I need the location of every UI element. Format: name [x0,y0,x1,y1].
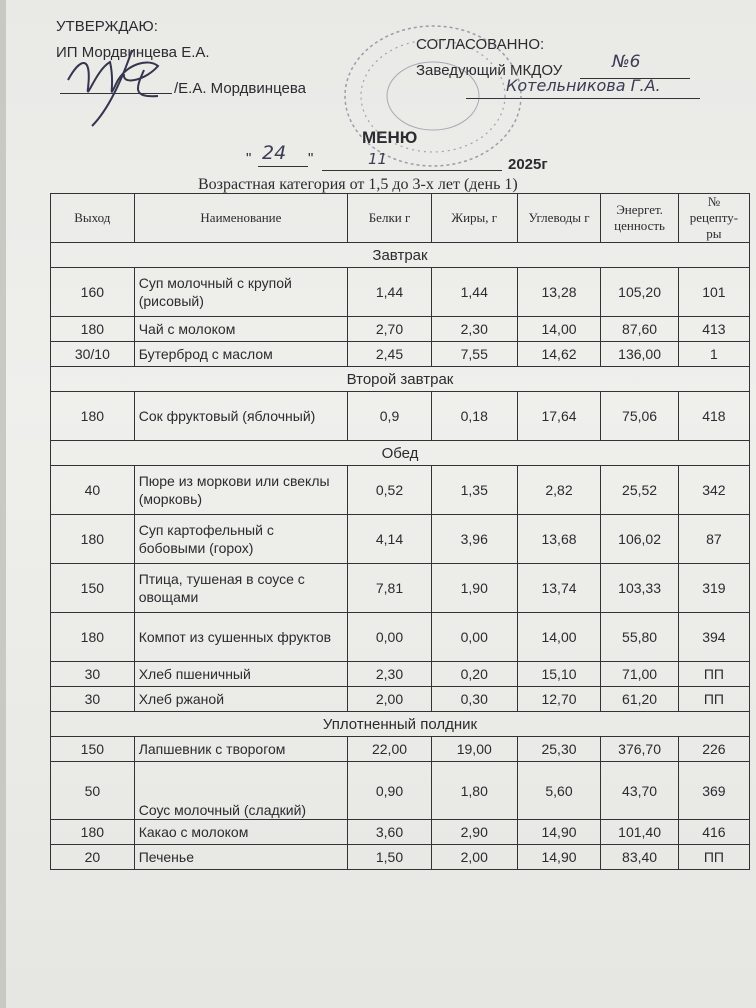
cell-energy: 106,02 [601,515,678,564]
cell-fat: 1,44 [431,268,517,317]
cell-protein: 7,81 [348,564,432,613]
cell-fat: 7,55 [431,342,517,367]
table-row [51,515,750,564]
table-row [51,737,750,762]
cell-energy: 136,00 [601,342,678,367]
cell-output: 150 [51,564,135,613]
cell-fat: 19,00 [431,737,517,762]
cell-protein: 3,60 [348,820,432,845]
cell-carbs: 13,68 [517,515,601,564]
cell-recipe: 369 [678,762,749,820]
cell-energy: 43,70 [601,762,678,820]
table-row [51,845,750,870]
cell-energy: 61,20 [601,687,678,712]
cell-recipe: 416 [678,820,749,845]
cell-protein: 0,90 [348,762,432,820]
cell-recipe: 226 [678,737,749,762]
cell-recipe: ПП [678,845,749,870]
cell-carbs: 15,10 [517,662,601,687]
cell-output: 180 [51,392,135,441]
cell-recipe: 342 [678,466,749,515]
section-title: Обед [51,441,750,466]
cell-name: Птица, тушеная в соусе с овощами [134,564,347,613]
table-row [51,613,750,662]
cell-energy: 75,06 [601,392,678,441]
table-row [51,762,750,820]
cell-output: 180 [51,820,135,845]
table-row [51,662,750,687]
table-row [51,392,750,441]
agree-name-handwritten: Котельникова Г.А. [506,76,661,95]
cell-energy: 87,60 [601,317,678,342]
cell-energy: 376,70 [601,737,678,762]
col-header-name: Наименование [134,194,347,243]
cell-name: Сок фруктовый (яблочный) [134,392,347,441]
cell-protein: 0,9 [348,392,432,441]
cell-output: 40 [51,466,135,515]
cell-energy: 83,40 [601,845,678,870]
cell-fat: 2,30 [431,317,517,342]
cell-output: 160 [51,268,135,317]
age-category: Возрастная категория от 1,5 до 3-х лет (день 1) [198,176,518,193]
cell-carbs: 13,28 [517,268,601,317]
cell-recipe: ПП [678,662,749,687]
cell-protein: 2,70 [348,317,432,342]
cell-fat: 0,20 [431,662,517,687]
cell-fat: 2,00 [431,845,517,870]
table-row [51,268,750,317]
cell-name: Бутерброд с маслом [134,342,347,367]
cell-carbs: 12,70 [517,687,601,712]
cell-output: 180 [51,613,135,662]
cell-output: 30 [51,687,135,712]
table-row [51,564,750,613]
date-quote-close: " [308,150,314,167]
cell-recipe: 413 [678,317,749,342]
cell-protein: 1,50 [348,845,432,870]
approve-title: УТВЕРЖДАЮ: [56,18,158,35]
cell-output: 180 [51,317,135,342]
cell-carbs: 2,82 [517,466,601,515]
date-month: 11 [368,150,388,168]
cell-name: Суп молочный с крупой (рисовый) [134,268,347,317]
cell-protein: 2,45 [348,342,432,367]
cell-name: Чай с молоком [134,317,347,342]
cell-fat: 1,80 [431,762,517,820]
cell-protein: 0,00 [348,613,432,662]
cell-protein: 2,00 [348,687,432,712]
cell-recipe: ПП [678,687,749,712]
date-day-line [258,166,308,167]
cell-protein: 2,30 [348,662,432,687]
cell-carbs: 14,00 [517,613,601,662]
col-header-output: Выход [51,194,135,243]
table-row [51,342,750,367]
cell-fat: 2,90 [431,820,517,845]
cell-carbs: 17,64 [517,392,601,441]
date-quote-open: " [246,150,252,167]
cell-recipe: 319 [678,564,749,613]
cell-carbs: 14,62 [517,342,601,367]
cell-name: Пюре из моркови или свеклы (морковь) [134,466,347,515]
col-header-carbs: Углеводы г [517,194,601,243]
cell-output: 30 [51,662,135,687]
cell-output: 50 [51,762,135,820]
cell-protein: 22,00 [348,737,432,762]
cell-name: Компот из сушенных фруктов [134,613,347,662]
col-header-energy: Энергет. ценность [601,194,678,243]
cell-energy: 25,52 [601,466,678,515]
cell-recipe: 101 [678,268,749,317]
cell-fat: 3,96 [431,515,517,564]
table-row [51,687,750,712]
cell-carbs: 5,60 [517,762,601,820]
cell-carbs: 13,74 [517,564,601,613]
cell-fat: 0,30 [431,687,517,712]
col-header-protein: Белки г [348,194,432,243]
cell-energy: 103,33 [601,564,678,613]
cell-recipe: 87 [678,515,749,564]
table-row [51,466,750,515]
cell-carbs: 14,90 [517,820,601,845]
cell-name: Лапшевник с творогом [134,737,347,762]
cell-protein: 4,14 [348,515,432,564]
cell-energy: 71,00 [601,662,678,687]
cell-fat: 0,00 [431,613,517,662]
col-header-recipe: № рецепту-ры [678,194,749,243]
cell-name: Суп картофельный с бобовыми (горох) [134,515,347,564]
table-row [51,820,750,845]
menu-table [50,193,750,870]
cell-output: 180 [51,515,135,564]
section-title: Второй завтрак [51,367,750,392]
approve-signer: /Е.А. Мордвинцева [174,80,306,97]
cell-name: Хлеб ржаной [134,687,347,712]
agree-number-handwritten: №6 [612,52,641,72]
agree-position: Заведующий МКДОУ [416,62,563,79]
cell-protein: 0,52 [348,466,432,515]
cell-output: 20 [51,845,135,870]
cell-carbs: 25,30 [517,737,601,762]
cell-energy: 105,20 [601,268,678,317]
cell-recipe: 394 [678,613,749,662]
cell-output: 150 [51,737,135,762]
date-day: 24 [262,142,287,164]
cell-name: Соус молочный (сладкий) [134,762,347,820]
approve-org: ИП Мордвинцева Е.А. [56,44,210,61]
cell-protein: 1,44 [348,268,432,317]
table-header-row [51,194,750,243]
cell-name: Какао с молоком [134,820,347,845]
cell-energy: 101,40 [601,820,678,845]
handwritten-signature [62,40,180,130]
cell-recipe: 418 [678,392,749,441]
date-month-line [322,170,502,171]
cell-fat: 1,35 [431,466,517,515]
table-row [51,317,750,342]
cell-fat: 1,90 [431,564,517,613]
cell-fat: 0,18 [431,392,517,441]
section-title: Завтрак [51,243,750,268]
cell-energy: 55,80 [601,613,678,662]
agree-title: СОГЛАСОВАННО: [416,36,545,53]
page-title: МЕНЮ [362,128,418,147]
cell-output: 30/10 [51,342,135,367]
cell-carbs: 14,00 [517,317,601,342]
col-header-fat: Жиры, г [431,194,517,243]
section-title: Уплотненный полдник [51,712,750,737]
cell-name: Хлеб пшеничный [134,662,347,687]
cell-name: Печенье [134,845,347,870]
date-year: 2025г [508,156,548,173]
cell-recipe: 1 [678,342,749,367]
cell-carbs: 14,90 [517,845,601,870]
